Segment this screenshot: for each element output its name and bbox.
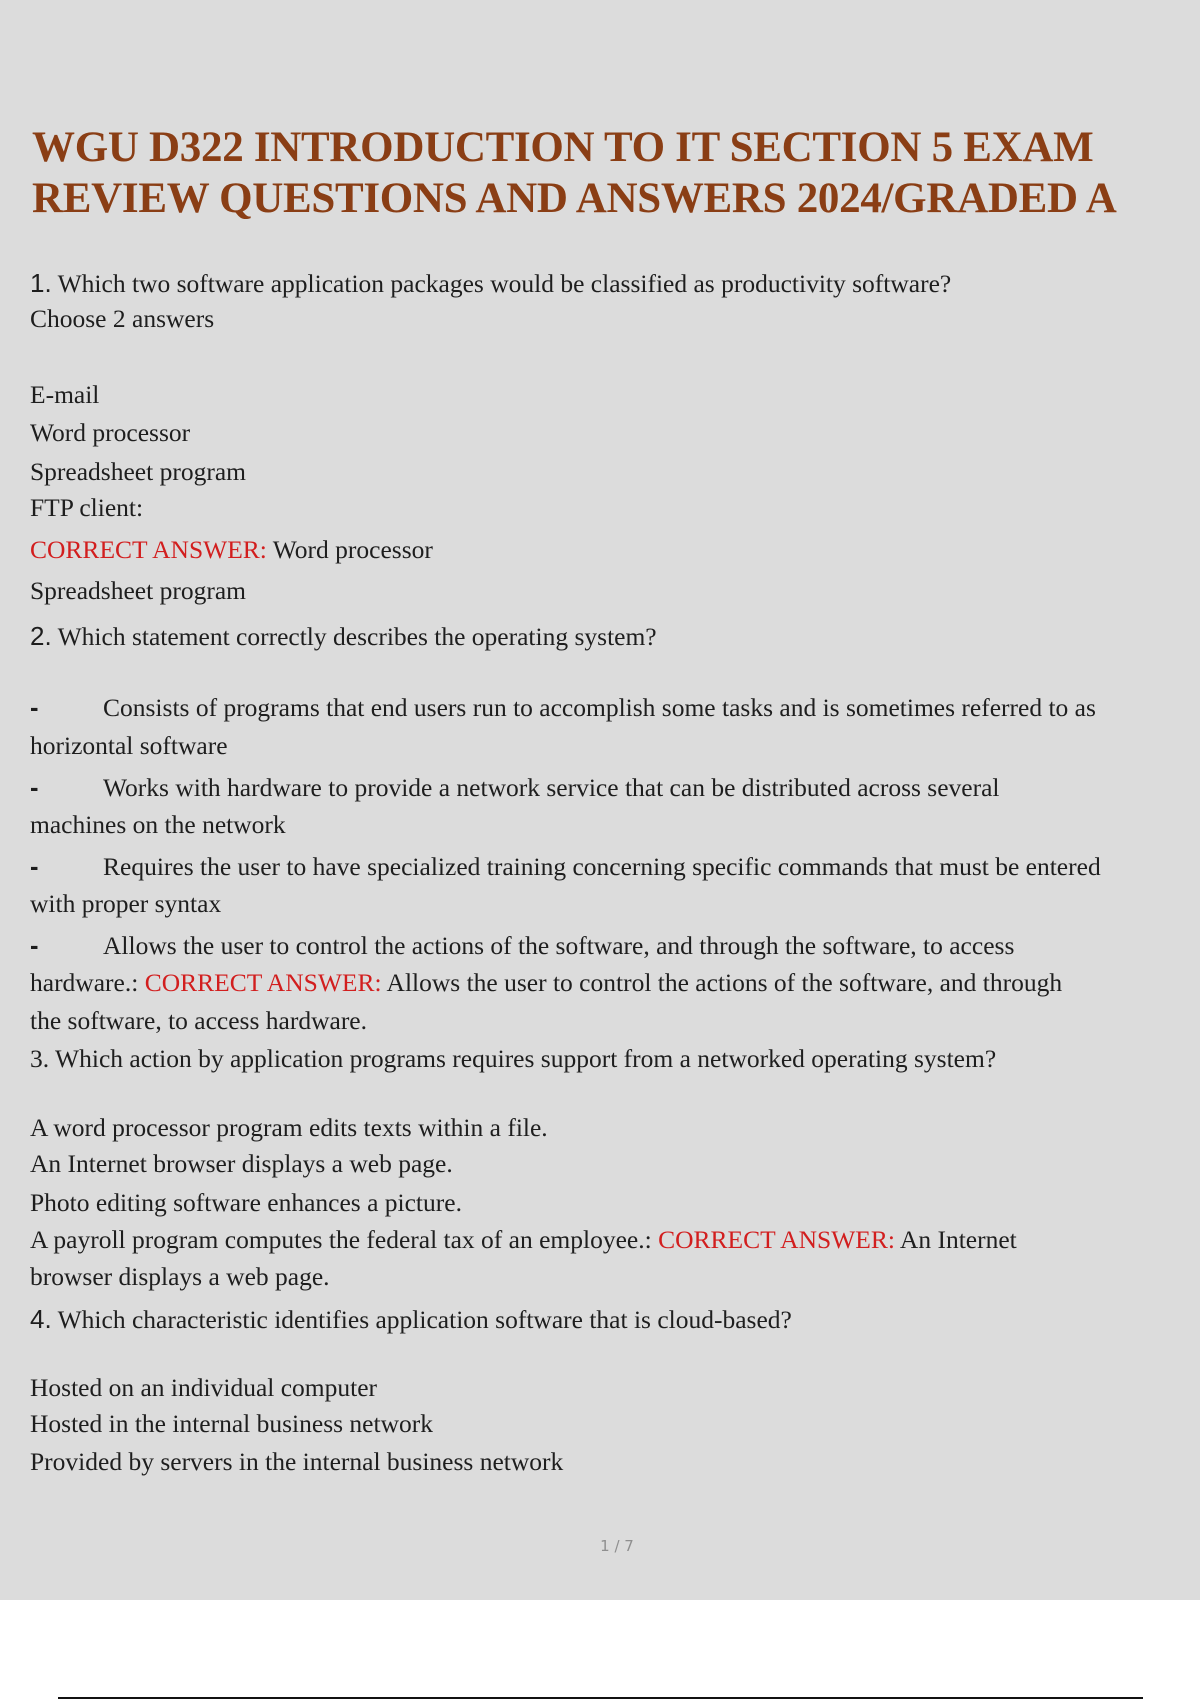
correct-answer-text: browser displays a web page. (30, 1262, 330, 1291)
option-text: with proper syntax (30, 889, 222, 918)
question-number: 2. (30, 621, 52, 651)
question-4 (30, 1302, 792, 1337)
option-text: E-mail (30, 380, 100, 409)
correct-answer-label: CORRECT ANSWER: (30, 535, 267, 564)
divider (58, 1697, 1143, 1699)
question-number: 4. (30, 1304, 52, 1334)
option-text: Word processor (30, 418, 191, 447)
title-line-1: WGU D322 INTRODUCTION TO IT SECTION 5 EXAM (32, 124, 1094, 171)
question-3 (30, 1042, 996, 1076)
option-text: machines on the network (30, 810, 286, 839)
option-text: - Requires the user to have specialized training concerning specific commands that must be entered (30, 850, 1101, 884)
question-text: Which characteristic identifies application software that is cloud-based? (51, 1305, 792, 1334)
option-text: - Consists of programs that end users run to accomplish some tasks and is sometimes referred to as (30, 691, 1096, 725)
question-number: 3. (30, 1044, 50, 1073)
option-text: Spreadsheet program (30, 457, 246, 486)
option-text: A payroll program computes the federal tax of an employee.: (30, 1225, 659, 1254)
question-number: 1. (30, 268, 52, 298)
question-3-answer (30, 1223, 1017, 1257)
option-text: horizontal software (30, 731, 228, 760)
option-text: Hosted in the internal business network (30, 1409, 433, 1438)
option-text: Hosted on an individual computer (30, 1373, 378, 1402)
question-text: Which action by application programs requires support from a networked operating system? (49, 1044, 997, 1073)
correct-answer-text: Word processor (266, 535, 433, 564)
option-text: Photo editing software enhances a picture. (30, 1188, 462, 1217)
correct-answer-text: An Internet (894, 1225, 1017, 1254)
option-text: Provided by servers in the internal business network (30, 1447, 564, 1476)
question-2-answer (30, 966, 1062, 1000)
question-2 (30, 619, 657, 654)
question-1-instruction: Choose 2 answers (30, 304, 215, 333)
page-indicator: 1 / 7 (600, 1537, 634, 1555)
option-text: An Internet browser displays a web page. (30, 1149, 453, 1178)
option-text: - Works with hardware to provide a network service that can be distributed across several (30, 771, 1000, 805)
bullet-dash: - (30, 774, 39, 802)
title-line-2: REVIEW QUESTIONS AND ANSWERS 2024/GRADED A (32, 175, 1117, 222)
correct-answer-label: CORRECT ANSWER: (658, 1225, 895, 1254)
correct-answer-text: Allows the user to control the actions of the software, and through (381, 968, 1063, 997)
bullet-dash: - (30, 853, 39, 881)
document-title (32, 122, 1182, 224)
correct-answer-text: the software, to access hardware. (30, 1006, 368, 1035)
option-text: hardware.: (30, 968, 145, 997)
correct-answer-text: Spreadsheet program (30, 576, 246, 605)
option-text: FTP client: (30, 493, 144, 522)
question-text: Which two software application packages would be classified as productivity software? (51, 269, 952, 298)
bullet-dash: - (30, 694, 39, 722)
bullet-dash: - (30, 932, 39, 960)
question-1 (30, 266, 951, 301)
option-text: A word processor program edits texts within a file. (30, 1113, 548, 1142)
correct-answer-label: CORRECT ANSWER: (144, 968, 382, 997)
option-text: - Allows the user to control the actions of the software, and through the software, to access (30, 929, 1014, 963)
question-text: Which statement correctly describes the operating system? (51, 622, 657, 651)
question-1-answer (30, 533, 433, 567)
